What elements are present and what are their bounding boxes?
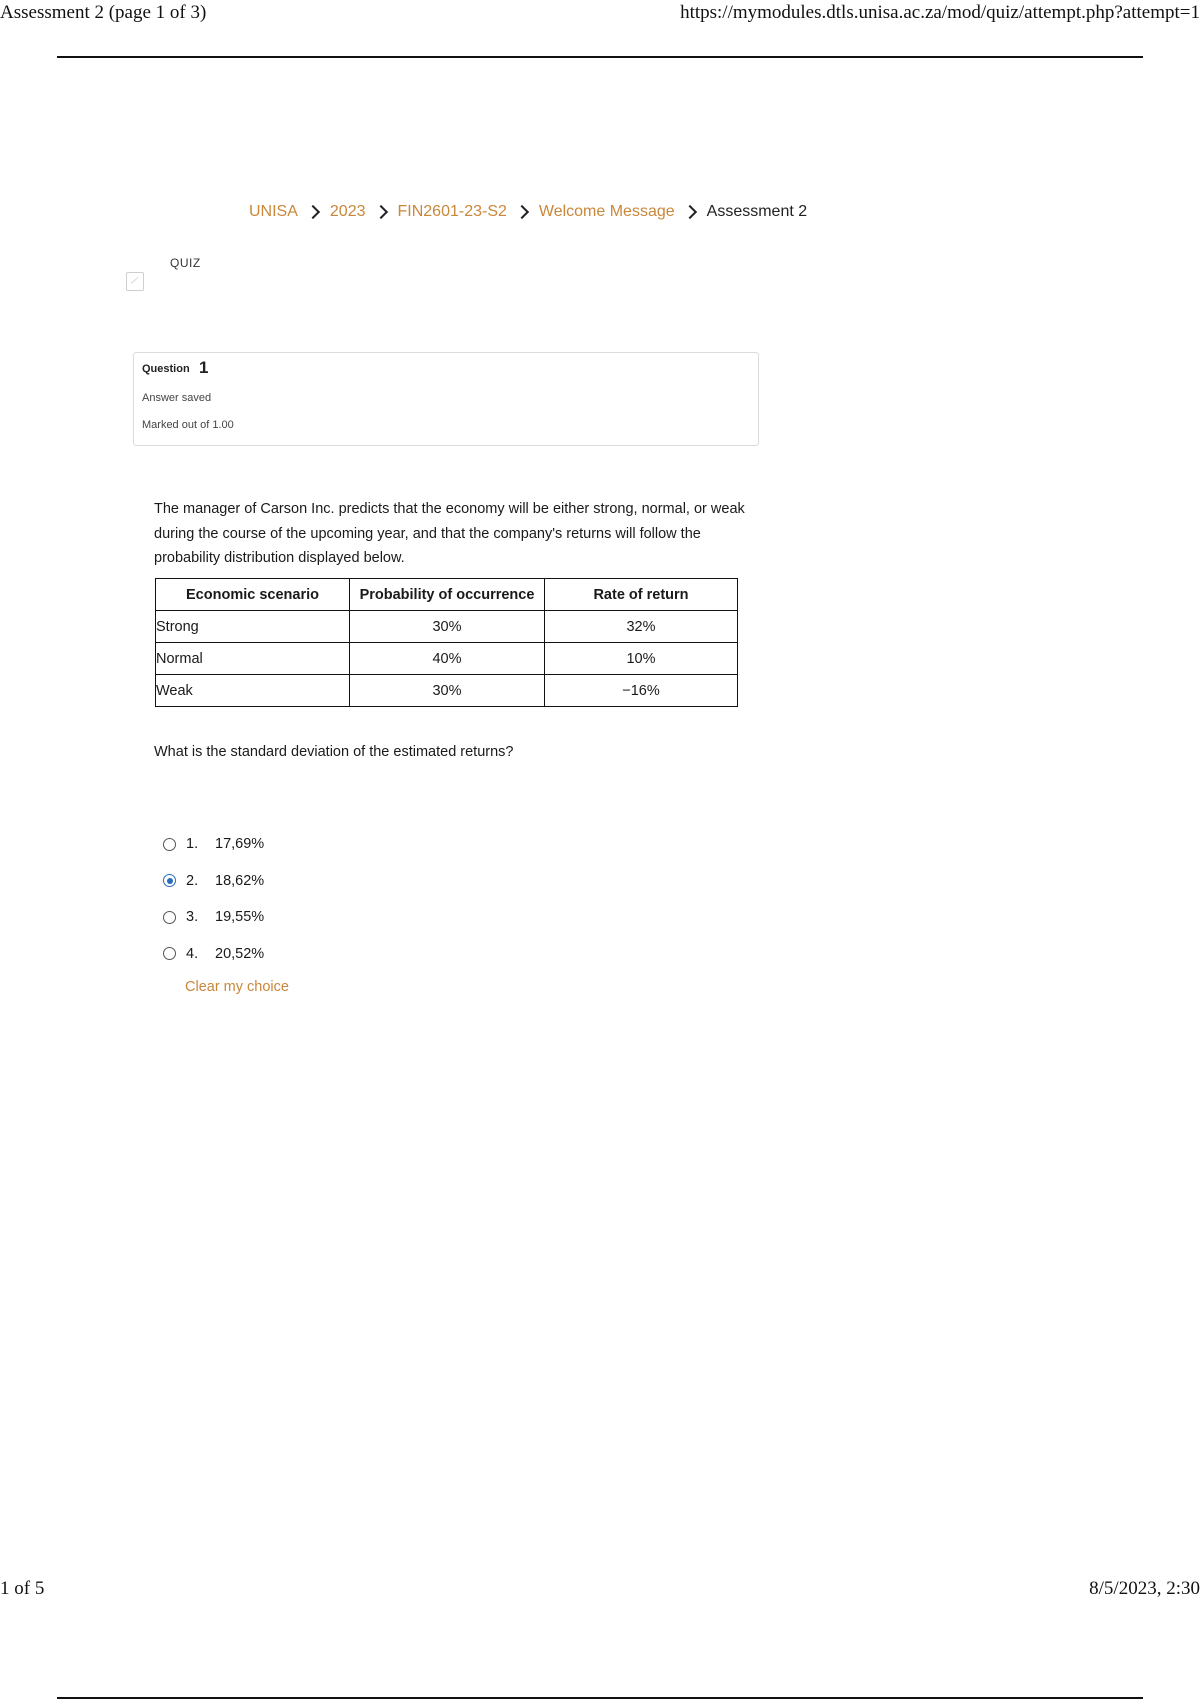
option-text: 18,62%	[215, 872, 265, 889]
question-grade: Marked out of 1.00	[142, 419, 234, 431]
chevron-right-icon	[373, 205, 387, 219]
breadcrumb-link-welcome[interactable]: Welcome Message	[538, 203, 675, 220]
breadcrumb-link-course[interactable]: FIN2601-23-S2	[397, 203, 507, 220]
column-header: Economic scenario	[156, 579, 350, 611]
table-cell: Normal	[156, 643, 350, 675]
answer-options	[163, 826, 264, 972]
option-text: 19,55%	[215, 909, 265, 926]
answer-option-1[interactable]	[163, 826, 264, 863]
table-row	[156, 675, 738, 707]
answer-option-3[interactable]	[163, 899, 264, 936]
table-header-row	[156, 579, 738, 611]
option-number: 1.	[186, 836, 199, 853]
question-text: The manager of Carson Inc. predicts that the economy will be either strong, normal, or weak during the course of the upcoming year, and that the company's returns will follow the probability distribution displayed below.	[154, 501, 745, 566]
question-label: Question	[142, 363, 190, 375]
chevron-right-icon	[683, 205, 697, 219]
footer-divider	[57, 1697, 1143, 1699]
question-info-box	[133, 352, 759, 446]
table-cell: 32%	[545, 611, 738, 643]
table-cell: 40%	[350, 643, 545, 675]
print-footer-datetime: 8/5/2023, 2:30	[1089, 1578, 1200, 1599]
chevron-right-icon	[515, 205, 529, 219]
radio-button[interactable]	[163, 947, 176, 960]
radio-button[interactable]	[163, 838, 176, 851]
answer-option-2[interactable]	[163, 863, 264, 900]
question-state: Answer saved	[142, 392, 212, 404]
probability-distribution-table	[155, 578, 738, 707]
print-footer-page: 1 of 5	[0, 1578, 45, 1599]
header-divider	[57, 56, 1143, 58]
activity-type-label: QUIZ	[170, 256, 201, 270]
answer-option-4[interactable]	[163, 936, 264, 973]
quiz-icon	[126, 272, 144, 291]
print-header-title: Assessment 2 (page 1 of 3)	[0, 2, 207, 23]
table-cell: Strong	[156, 611, 350, 643]
table-cell: Weak	[156, 675, 350, 707]
chevron-right-icon	[306, 205, 320, 219]
option-number: 3.	[186, 909, 199, 926]
table-row	[156, 643, 738, 675]
option-text: 20,52%	[215, 945, 265, 962]
option-number: 4.	[186, 945, 199, 962]
print-header-url: https://mymodules.dtls.unisa.ac.za/mod/quiz/attempt.php?attempt=1	[680, 2, 1200, 23]
radio-button[interactable]	[163, 911, 176, 924]
option-text: 17,69%	[215, 836, 265, 853]
column-header: Probability of occurrence	[350, 579, 545, 611]
table-cell: 30%	[350, 611, 545, 643]
column-header: Rate of return	[545, 579, 738, 611]
breadcrumb	[249, 203, 807, 221]
table-cell: −16%	[545, 675, 738, 707]
question-number: 1	[199, 358, 209, 377]
breadcrumb-link-year[interactable]: 2023	[329, 203, 366, 220]
option-number: 2.	[186, 872, 199, 889]
table-cell: 30%	[350, 675, 545, 707]
table-cell: 10%	[545, 643, 738, 675]
breadcrumb-current: Assessment 2	[706, 203, 808, 220]
radio-button[interactable]	[163, 874, 176, 887]
breadcrumb-link-unisa[interactable]: UNISA	[249, 203, 298, 220]
question-prompt: What is the standard deviation of the estimated returns?	[154, 744, 514, 760]
clear-choice-link[interactable]: Clear my choice	[185, 979, 289, 995]
table-row	[156, 611, 738, 643]
